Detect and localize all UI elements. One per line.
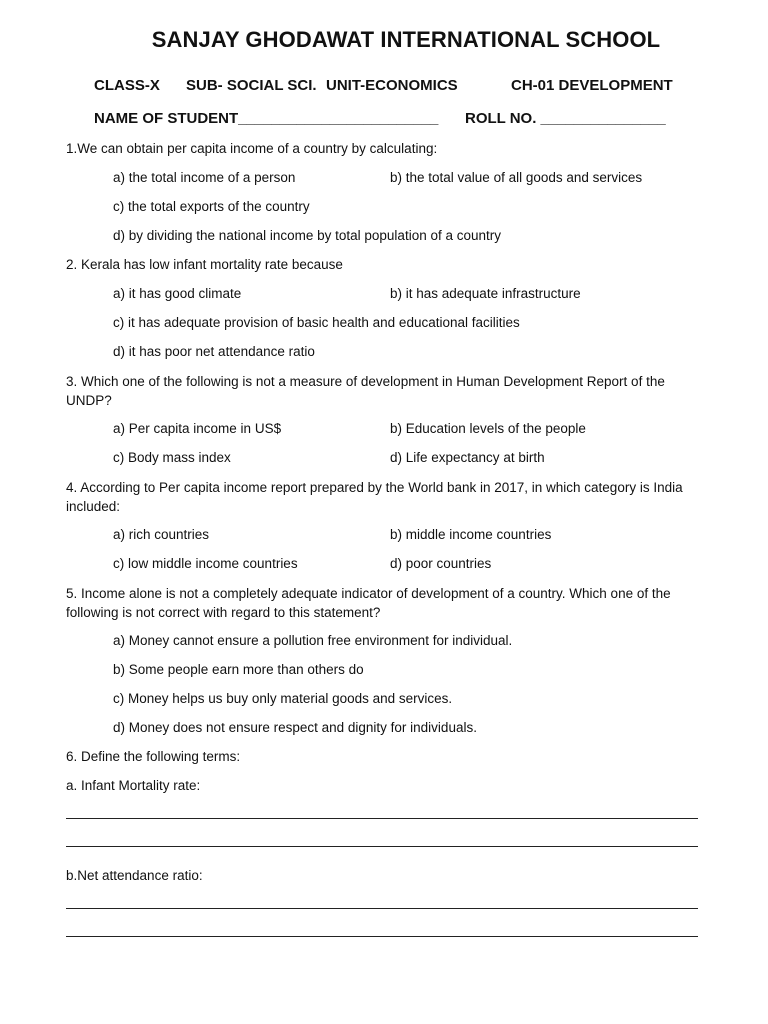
q3-option-b: b) Education levels of the people [390,421,586,436]
q3-option-c: c) Body mass index [113,450,231,465]
subject-label: SUB- SOCIAL SCI. [186,77,317,94]
q4-option-d: d) poor countries [390,556,492,571]
answer-line-b2 [66,936,698,937]
q2-option-a: a) it has good climate [113,286,242,301]
student-name-field: NAME OF STUDENT________________________ [94,110,439,127]
q6-term-b: b.Net attendance ratio: [66,868,203,883]
question-2: 2. Kerala has low infant mortality rate because [66,257,343,272]
q5-option-d: d) Money does not ensure respect and dignity for individuals. [113,720,477,735]
answer-line-b1 [66,908,698,909]
q2-option-b: b) it has adequate infrastructure [390,286,581,301]
q3-option-a: a) Per capita income in US$ [113,421,282,436]
roll-number-field: ROLL NO. _______________ [465,110,666,127]
question-1: 1.We can obtain per capita income of a country by calculating: [66,141,438,156]
q3-option-d: d) Life expectancy at birth [390,450,545,465]
unit-label: UNIT-ECONOMICS [326,77,458,94]
class-label: CLASS-X [94,77,160,94]
question-4: 4. According to Per capita income report prepared by the World bank in 2017, in which category is India included: [66,480,683,514]
q4-option-b: b) middle income countries [390,527,552,542]
q4-option-a: a) rich countries [113,527,210,542]
q5-option-c: c) Money helps us buy only material goods and services. [113,691,453,706]
q1-option-d: d) by dividing the national income by total population of a country [113,228,501,243]
school-title: SANJAY GHODAWAT INTERNATIONAL SCHOOL [151,27,661,52]
q4-option-c: c) low middle income countries [113,556,298,571]
question-6: 6. Define the following terms: [66,749,241,764]
q2-option-d: d) it has poor net attendance ratio [113,344,315,359]
q5-option-b: b) Some people earn more than others do [113,662,364,677]
answer-line-a2 [66,846,698,847]
q1-option-c: c) the total exports of the country [113,199,310,214]
answer-line-a1 [66,818,698,819]
q2-option-c: c) it has adequate provision of basic health and educational facilities [113,315,520,330]
question-5: 5. Income alone is not a completely adequate indicator of development of a country. Which one of the following is not correct with regard to this statement? [66,586,671,620]
q1-option-a: a) the total income of a person [113,170,296,185]
q5-option-a: a) Money cannot ensure a pollution free environment for individual. [113,633,513,648]
chapter-label: CH-01 DEVELOPMENT [511,77,673,94]
q6-term-a: a. Infant Mortality rate: [66,778,201,793]
question-3: 3. Which one of the following is not a measure of development in Human Development Report of the UNDP? [66,374,665,408]
q1-option-b: b) the total value of all goods and services [390,170,643,185]
